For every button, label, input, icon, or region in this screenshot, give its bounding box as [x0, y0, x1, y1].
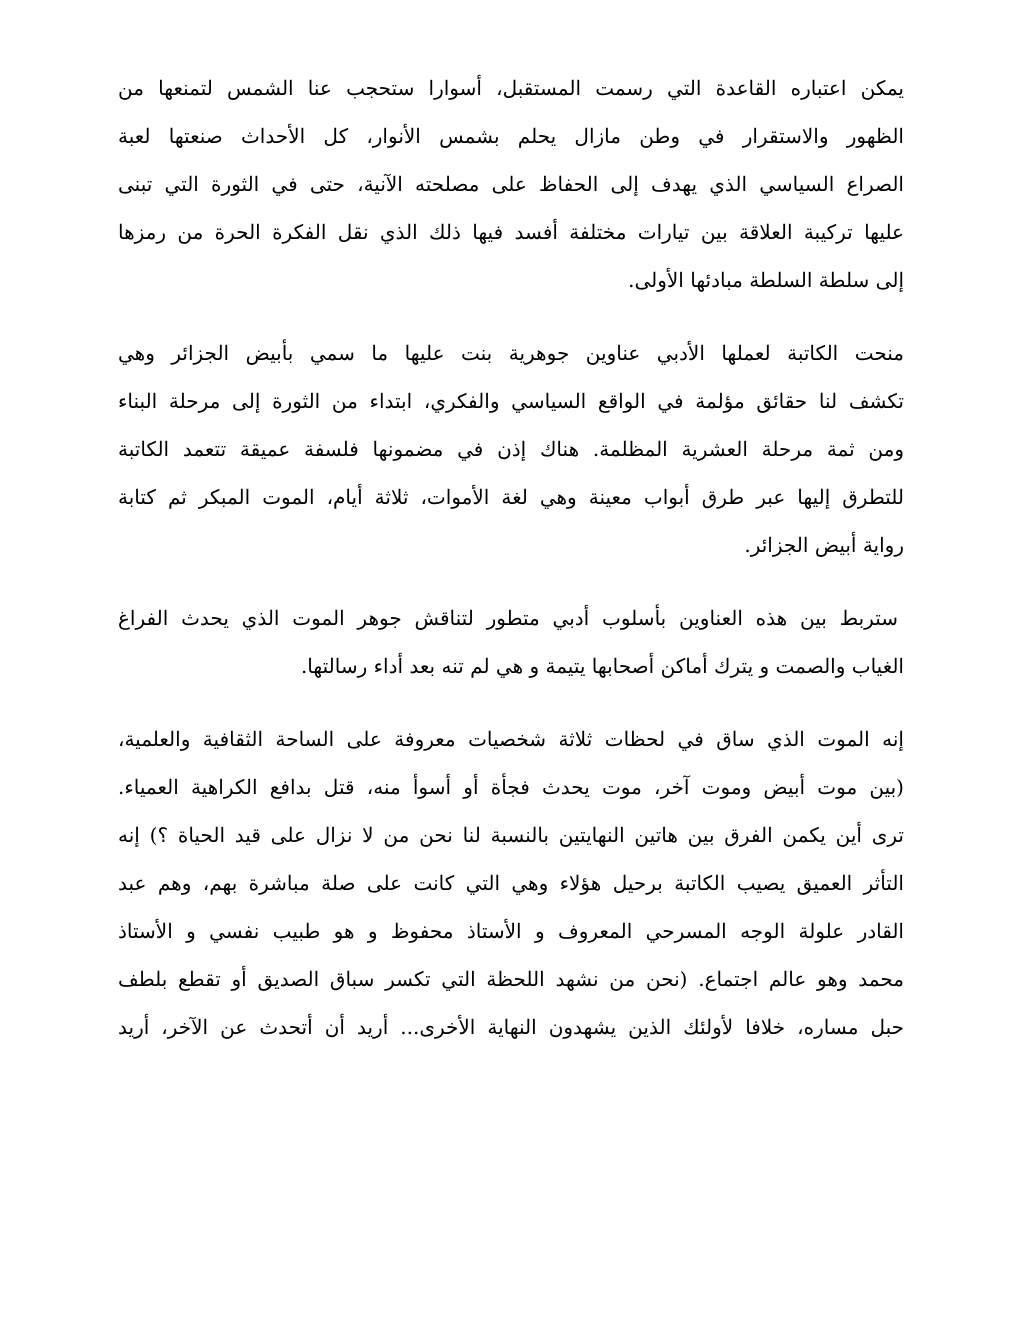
paragraph-line: عليها تركيبة العلاقة بين تيارات مختلفة أفسد فيها ذلك الذي نقل الفكرة الحرة من رمزها — [118, 220, 904, 244]
paragraph-line: القادر علولة الوجه المسرحي المعروف و الأستاذ محفوظ و هو طبيب نفسي و الأستاذ — [118, 919, 904, 943]
paragraph-2 — [118, 329, 904, 569]
paragraph-line: ترى أين يكمن الفرق بين هاتين النهايتين بالنسبة لنا نحن من لا نزال على قيد الحياة ؟) إنه — [118, 823, 904, 847]
paragraph-line: ومن ثمة مرحلة العشرية المظلمة. هناك إذن في مضمونها فلسفة عميقة تتعمد الكاتبة — [118, 437, 904, 461]
paragraph-line: محمد وهو عالم اجتماع. (نحن من نشهد اللحظة التي تكسر سباق الصديق أو تقطع بلطف — [118, 967, 904, 991]
paragraph-line: (بين موت أبيض وموت آخر، موت يحدث فجأة أو أسوأ منه، قتل بدافع الكراهية العمياء. — [118, 775, 904, 799]
paragraph-line: يمكن اعتباره القاعدة التي رسمت المستقبل، أسوارا ستحجب عنا الشمس لتمنعها من — [118, 76, 904, 100]
paragraph-line: ستربط بين هذه العناوين بأسلوب أدبي متطور لتناقش جوهر الموت الذي يحدث الفراغ — [118, 606, 898, 630]
paragraph-1 — [118, 64, 904, 304]
paragraph-3 — [118, 594, 904, 690]
paragraph-line: التأثر العميق يصيب الكاتبة برحيل هؤلاء وهي التي كانت على صلة مباشرة بهم، وهم عبد — [118, 871, 904, 895]
paragraph-line: منحت الكاتبة لعملها الأدبي عناوين جوهرية بنت عليها ما سمي بأبيض الجزائر وهي — [118, 341, 904, 365]
paragraph-line: الغياب والصمت و يترك أماكن أصحابها يتيمة و هي لم تنه بعد أداء رسالتها. — [300, 654, 904, 678]
paragraph-line: الظهور والاستقرار في وطن مازال يحلم بشمس الأنوار، كل الأحداث صنعتها لعبة — [118, 124, 904, 148]
paragraph-line: إلى سلطة السلطة مبادئها الأولى. — [628, 268, 904, 292]
paragraph-line: إنه الموت الذي ساق في لحظات ثلاثة شخصيات معروفة على الساحة الثقافية والعلمية، — [118, 727, 904, 751]
paragraph-line: رواية أبيض الجزائر. — [744, 533, 904, 557]
paragraph-line: الصراع السياسي الذي يهدف إلى الحفاظ على مصلحته الآنية، حتى في الثورة التي تبنى — [118, 172, 904, 196]
paragraph-4 — [118, 715, 904, 1051]
paragraph-line: حبل مساره، خلافا لأولئك الذين يشهدون النهاية الأخرى... أريد أن أتحدث عن الآخر، أريد — [118, 1015, 904, 1039]
document-page — [118, 64, 904, 1076]
paragraph-line: تكشف لنا حقائق مؤلمة في الواقع السياسي والفكري، ابتداء من الثورة إلى مرحلة البناء — [118, 389, 904, 413]
paragraph-line: للتطرق إليها عبر طرق أبواب معينة وهي لغة الأموات، ثلاثة أيام، الموت المبكر ثم كتابة — [118, 485, 904, 509]
